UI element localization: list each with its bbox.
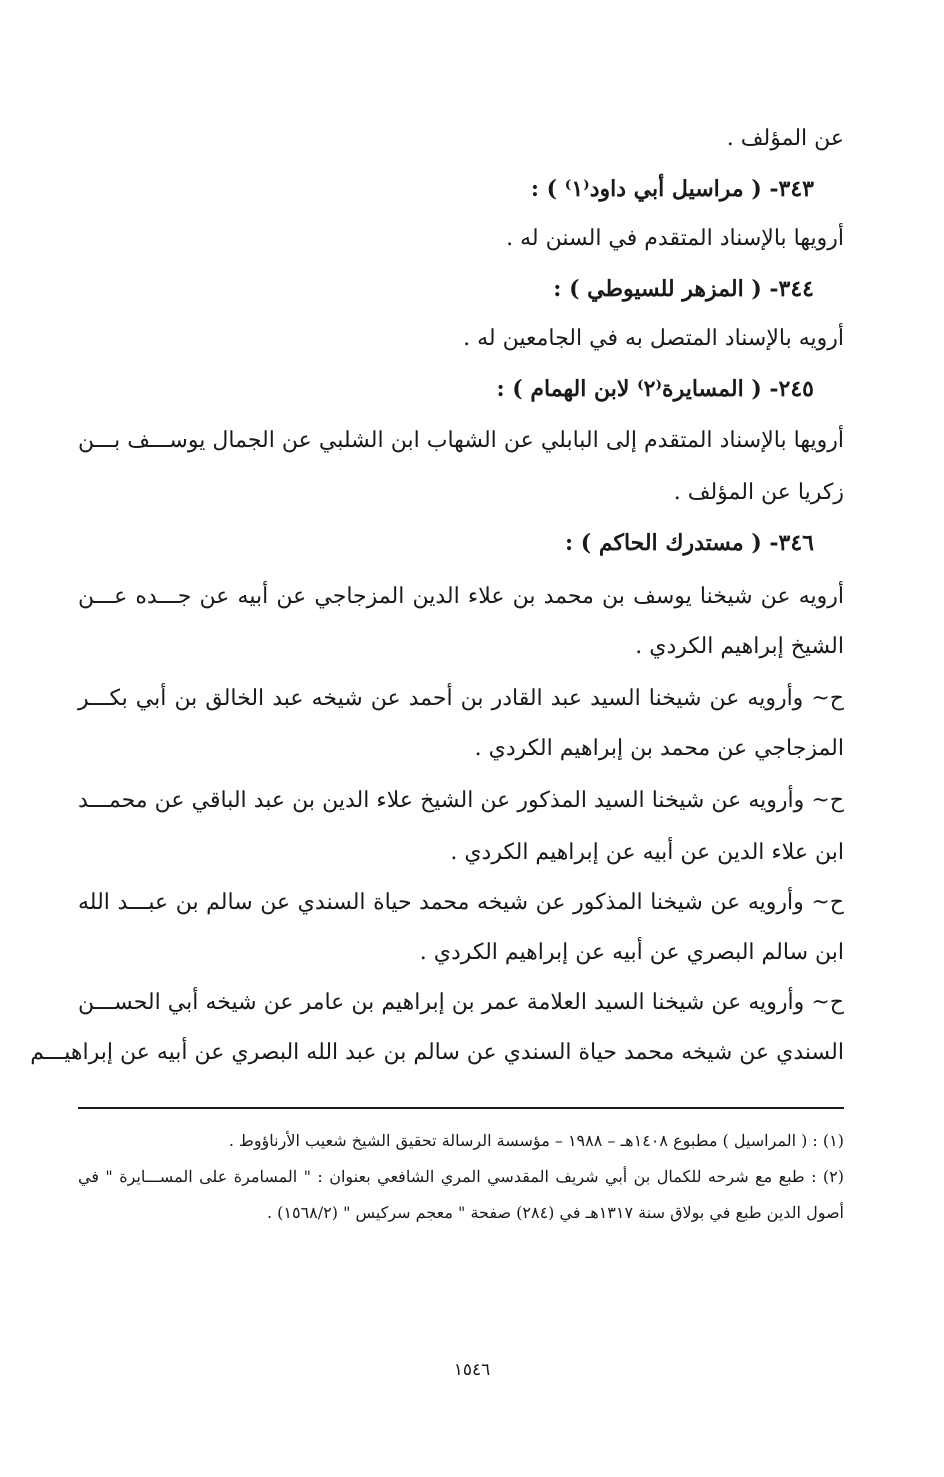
text-line: السندي عن شيخه محمد حياة السندي عن سالم بن عبد الله البصري عن أبيه عن إبراهيـــم — [30, 1040, 844, 1065]
text-line: أرويه بالإسناد المتصل به في الجامعين له . — [463, 326, 844, 351]
text-line: أرويه عن شيخنا يوسف بن محمد بن علاء الدين المزجاجي عن أبيه عن جـــده عـــن — [78, 584, 844, 609]
text-line: ح~ وأرويه عن شيخنا السيد المذكور عن الشيخ علاء الدين بن عبد الباقي عن محمـــد — [78, 788, 844, 813]
page-number: ١٥٤٦ — [453, 1360, 491, 1380]
text-line: ح~ وأرويه عن شيخنا المذكور عن شيخه محمد حياة السندي عن سالم بن عبـــد الله — [78, 890, 844, 915]
footnote-1: (١) : ( المراسيل ) مطبوع ١٤٠٨هـ – ١٩٨٨ – مؤسسة الرسالة تحقيق الشيخ شعيب الأرناؤوط . — [228, 1131, 844, 1150]
footnote-2: (٢) : طبع مع شرحه للكمال بن أبي شريف المقدسي المري الشافعي بعنوان : " المسامرة على المســـايرة " في — [78, 1167, 844, 1186]
text-line: ابن سالم البصري عن أبيه عن إبراهيم الكردي . — [419, 940, 844, 965]
text-line: الشيخ إبراهيم الكردي . — [635, 634, 844, 659]
text-line: عن المؤلف . — [726, 126, 844, 151]
text-line: زكريا عن المؤلف . — [673, 480, 844, 505]
footnote-divider — [78, 1107, 844, 1109]
footnote-2-continued: أصول الدين طبع في بولاق سنة ١٣١٧هـ في (٢٨٤) صفحة " معجم سركيس " (١٥٦٨/٢) . — [266, 1203, 844, 1222]
text-line: أرويها بالإسناد المتقدم في السنن له . — [506, 226, 844, 251]
text-line: ابن علاء الدين عن أبيه عن إبراهيم الكردي . — [450, 840, 844, 865]
text-line: أرويها بالإسناد المتقدم إلى البابلي عن الشهاب ابن الشلبي عن الجمال يوســـف بـــن — [78, 428, 844, 453]
text-line: ح~ وأرويه عن شيخنا السيد العلامة عمر بن إبراهيم بن عامر عن شيخه أبي الحســـن — [78, 990, 844, 1015]
entry-heading-344: ٣٤٤- ( المزهر للسيوطي ) : — [553, 276, 814, 302]
entry-heading-343: ٣٤٣- ( مراسيل أبي داود⁽١⁾ ) : — [530, 176, 814, 202]
text-line: ح~ وأرويه عن شيخنا السيد عبد القادر بن أحمد عن شيخه عبد الخالق بن أبي بكـــر — [78, 686, 844, 711]
entry-heading-245: ٢٤٥- ( المسايرة⁽٢⁾ لابن الهمام ) : — [496, 376, 814, 402]
entry-heading-346: ٣٤٦- ( مستدرك الحاكم ) : — [564, 530, 814, 556]
text-line: المزجاجي عن محمد بن إبراهيم الكردي . — [474, 736, 844, 761]
